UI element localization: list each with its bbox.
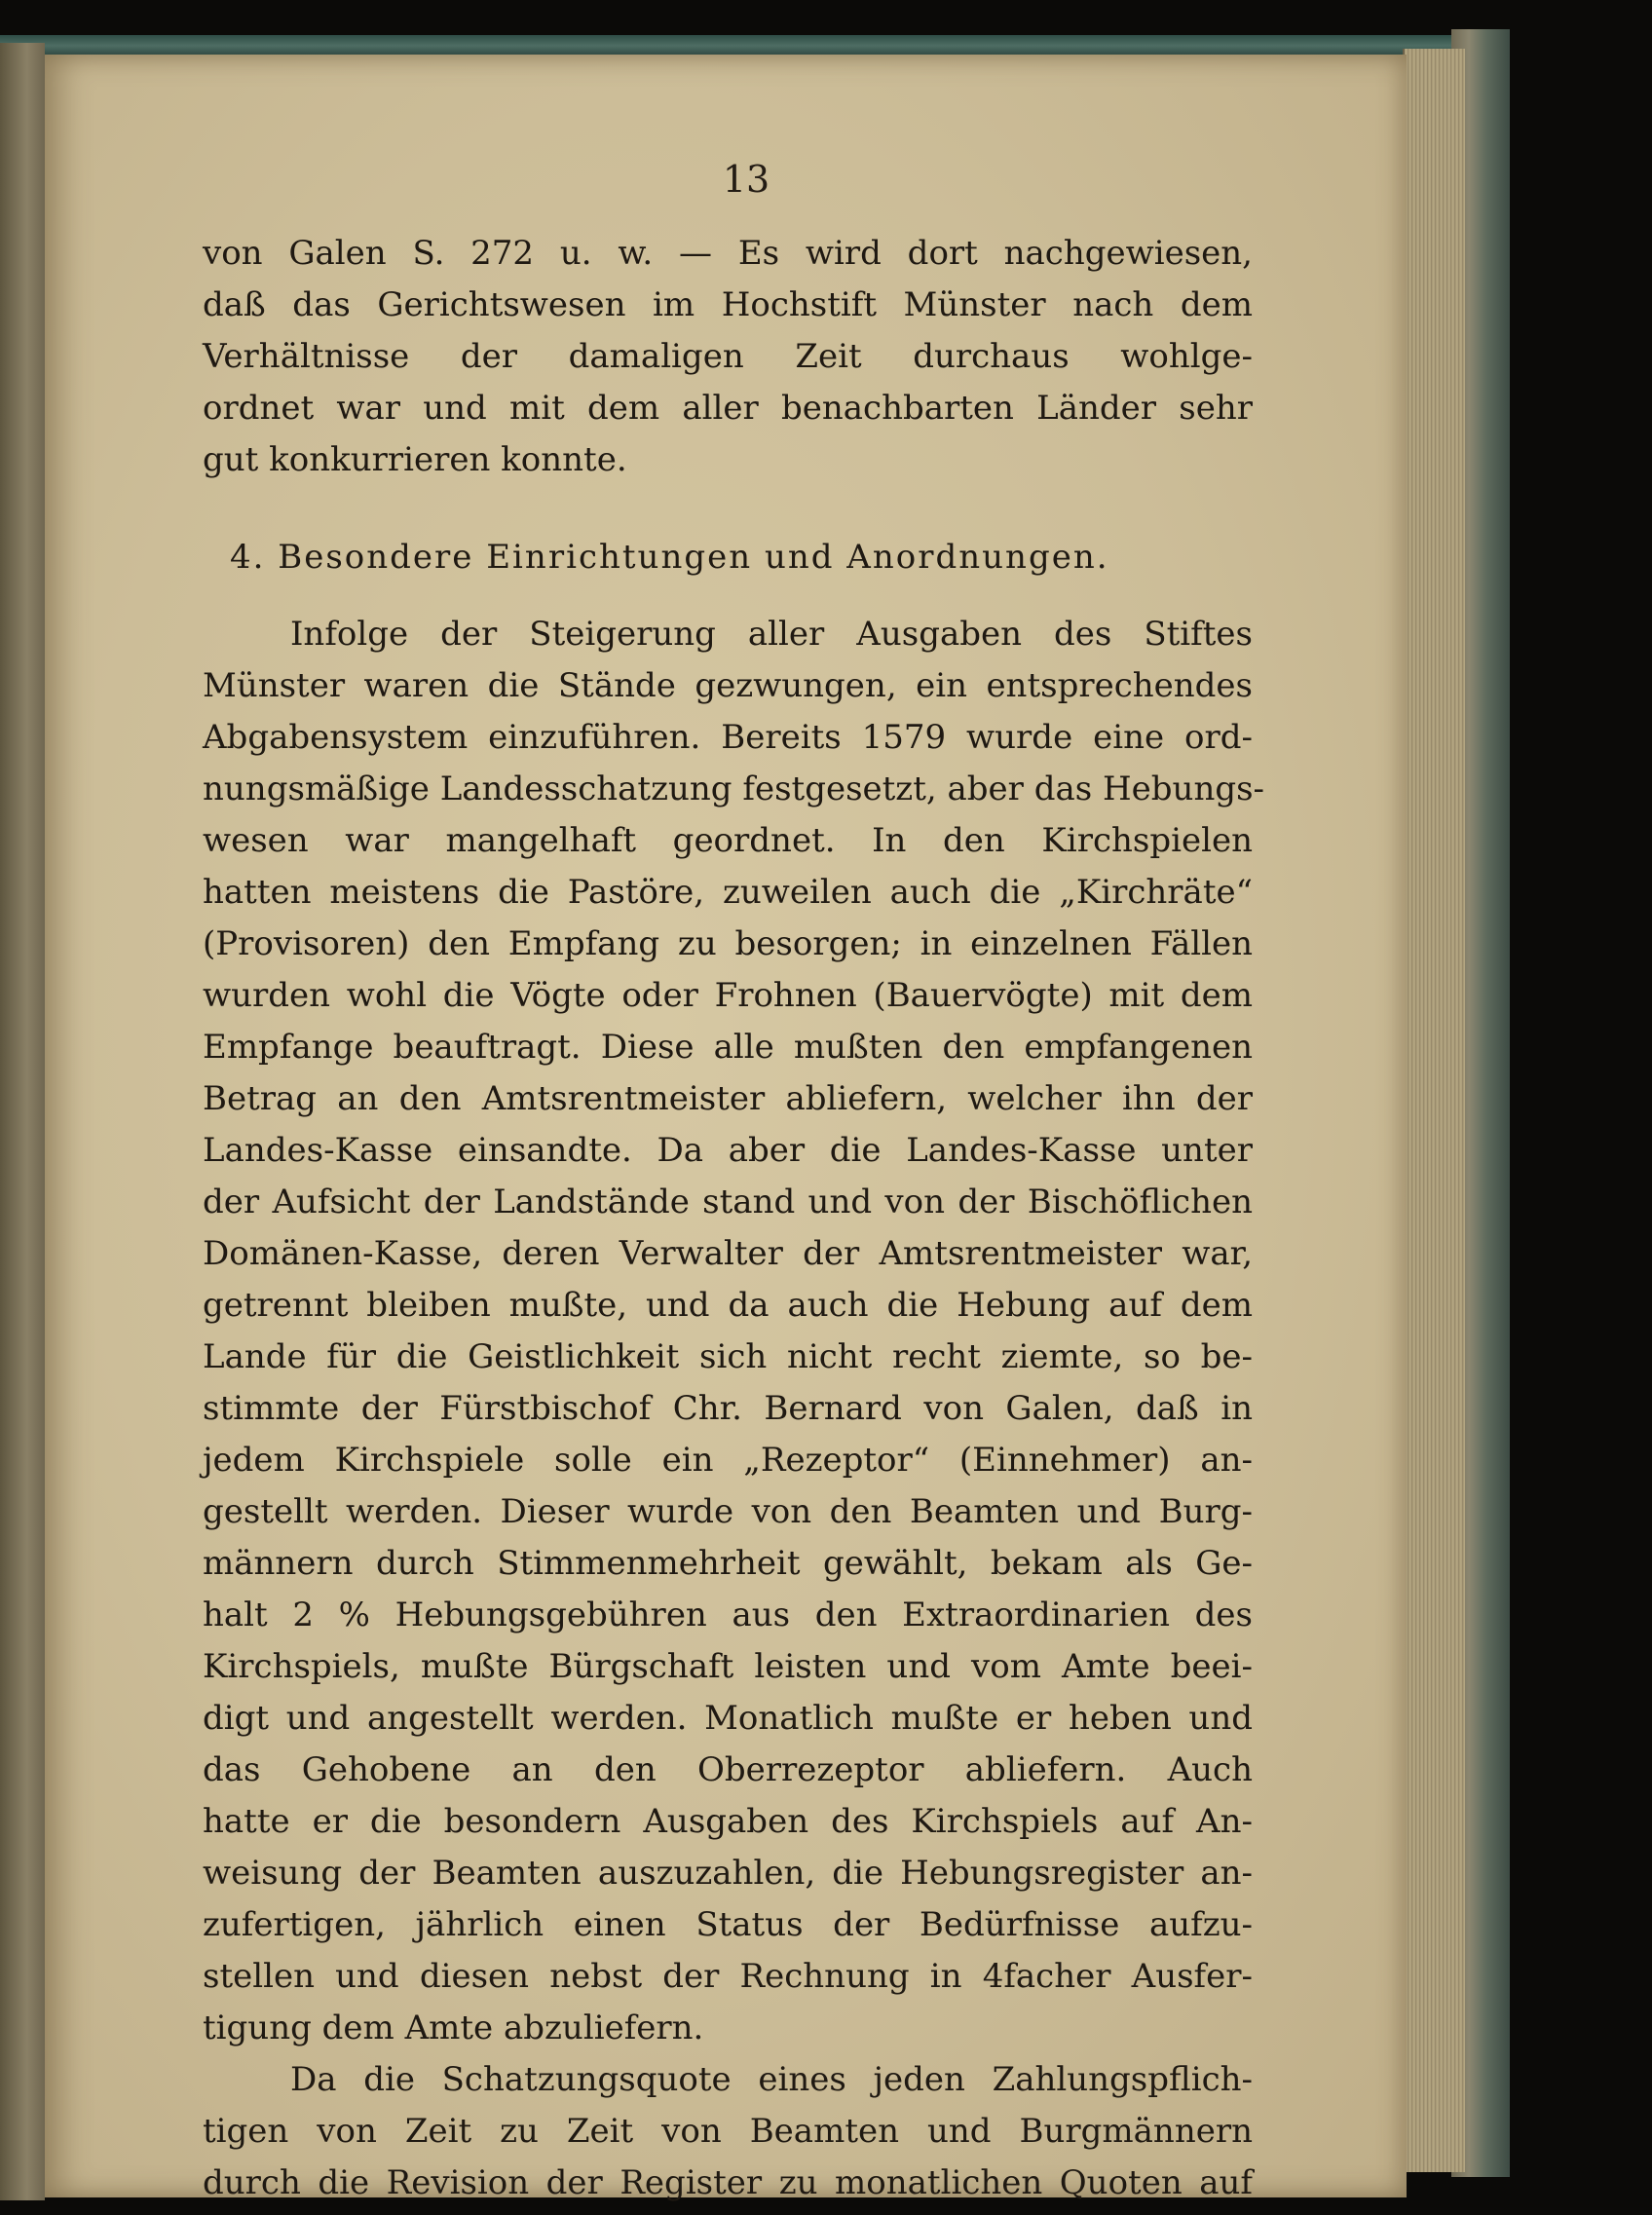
text-line: hatten meistens die Pastöre, zuweilen auch die „Kirchräte“ xyxy=(203,873,1253,912)
text-line: männern durch Stimmenmehrheit gewählt, bekam als Ge- xyxy=(203,1544,1253,1583)
text-line: Abgabensystem einzuführen. Bereits 1579 wurde eine ord- xyxy=(203,718,1253,757)
text-line: tigen von Zeit zu Zeit von Beamten und Burgmännern xyxy=(203,2112,1253,2151)
text-line: gestellt werden. Dieser wurde von den Beamten und Burg- xyxy=(203,1492,1253,1531)
text-line: (Provisoren) den Empfang zu besorgen; in einzelnen Fällen xyxy=(203,924,1253,963)
text-line: ordnet war und mit dem aller benachbarten Länder sehr xyxy=(203,389,1253,428)
text-line: zufertigen, jährlich einen Status der Bedürfnisse aufzu- xyxy=(203,1905,1253,1944)
text-line: Domänen-Kasse, deren Verwalter der Amtsrentmeister war, xyxy=(203,1234,1253,1273)
text-line: stellen und diesen nebst der Rechnung in 4facher Ausfer- xyxy=(203,1957,1253,1996)
text-line: durch die Revision der Register zu monatlichen Quoten auf xyxy=(203,2163,1253,2202)
text-line: stimmte der Fürstbischof Chr. Bernard von Galen, daß in xyxy=(203,1389,1253,1428)
text-line: Kirchspiels, mußte Bürgschaft leisten und vom Amte beei- xyxy=(203,1647,1253,1686)
page-stack-edges xyxy=(1403,49,1465,2172)
text-line: digt und angestellt werden. Monatlich mußte er heben und xyxy=(203,1699,1253,1738)
text-line: der Aufsicht der Landstände stand und von der Bischöflichen xyxy=(203,1183,1253,1221)
text-line: das Gehobene an den Oberrezeptor abliefern. Auch xyxy=(203,1750,1253,1789)
page-number: 13 xyxy=(722,158,770,201)
text-line: hatte er die besondern Ausgaben des Kirchspiels auf An- xyxy=(203,1802,1253,1841)
text-line: Verhältnisse der damaligen Zeit durchaus wohlge- xyxy=(203,337,1253,376)
text-line: wurden wohl die Vögte oder Frohnen (Bauervögte) mit dem xyxy=(203,976,1253,1015)
text-line: wesen war mangelhaft geordnet. In den Kirchspielen xyxy=(203,821,1253,860)
text-line: tigung dem Amte abzuliefern. xyxy=(203,2009,704,2047)
book-page xyxy=(45,55,1407,2202)
text-line: getrennt bleiben mußte, und da auch die Hebung auf dem xyxy=(203,1286,1253,1325)
text-line: von Galen S. 272 u. w. — Es wird dort nachgewiesen, xyxy=(203,234,1253,273)
text-line: Betrag an den Amtsrentmeister abliefern, welcher ihn der xyxy=(203,1079,1253,1118)
text-line: jedem Kirchspiele solle ein „Rezeptor“ (Einnehmer) an- xyxy=(203,1441,1253,1480)
text-line: Landes-Kasse einsandte. Da aber die Landes-Kasse unter xyxy=(203,1131,1253,1170)
text-line: Münster waren die Stände gezwungen, ein entsprechendes xyxy=(203,666,1253,705)
book-cover-top-edge xyxy=(0,35,1500,56)
text-line: halt 2 % Hebungsgebühren aus den Extraordinarien des xyxy=(203,1596,1253,1634)
section-heading: 4. Besondere Einrichtungen und Anordnungen. xyxy=(230,538,1109,577)
text-line: nungsmäßige Landesschatzung festgesetzt, aber das Hebungs- xyxy=(203,770,1265,808)
text-line: Da die Schatzungsquote eines jeden Zahlungspflich- xyxy=(290,2060,1253,2099)
left-page-edge xyxy=(0,43,45,2200)
text-line: Lande für die Geistlichkeit sich nicht recht ziemte, so be- xyxy=(203,1337,1253,1376)
text-line: weisung der Beamten auszuzahlen, die Hebungsregister an- xyxy=(203,1854,1253,1893)
text-line: daß das Gerichtswesen im Hochstift Münster nach dem xyxy=(203,285,1253,324)
text-line: Infolge der Steigerung aller Ausgaben des Stiftes xyxy=(290,615,1253,654)
text-line: Empfange beauftragt. Diese alle mußten den empfangenen xyxy=(203,1028,1253,1067)
text-line: gut konkurrieren konnte. xyxy=(203,440,627,479)
